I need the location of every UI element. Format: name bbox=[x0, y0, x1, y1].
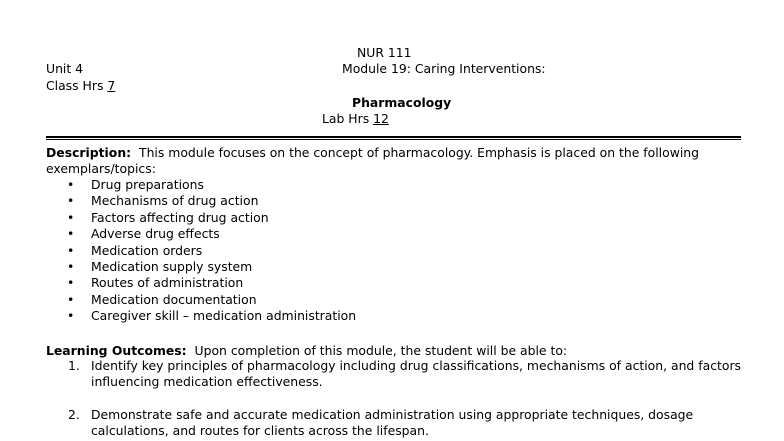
outcome-number: 1. bbox=[68, 358, 80, 373]
topic-text: Routes of administration bbox=[91, 275, 244, 291]
list-item bbox=[46, 243, 356, 259]
unit-label: Unit 4 bbox=[46, 61, 84, 76]
bullet-icon: • bbox=[67, 258, 75, 274]
module-title: Module 19: Caring Interventions: bbox=[342, 61, 546, 76]
list-item bbox=[46, 210, 356, 226]
header-divider bbox=[46, 136, 741, 138]
list-item bbox=[46, 259, 356, 275]
outcome-text: Identify key principles of pharmacology including drug classifications, mechanisms of action, and factors influencing medication effectiveness. bbox=[91, 358, 741, 390]
outcome-number: 2. bbox=[68, 406, 80, 422]
learning-outcomes bbox=[46, 343, 567, 359]
bullet-icon: • bbox=[67, 177, 75, 192]
list-item bbox=[46, 308, 356, 324]
class-hours-label: Class Hrs bbox=[46, 78, 104, 93]
lab-hours bbox=[322, 111, 389, 127]
list-item bbox=[46, 275, 356, 291]
description-label: Description: bbox=[46, 145, 132, 160]
outcome-item bbox=[46, 407, 746, 440]
list-item bbox=[46, 226, 356, 242]
outcomes-list bbox=[46, 358, 746, 440]
class-hours bbox=[46, 78, 115, 94]
bullet-icon: • bbox=[67, 242, 75, 258]
list-item bbox=[46, 193, 356, 209]
list-item bbox=[46, 292, 356, 308]
learning-outcomes-label: Learning Outcomes: bbox=[46, 343, 187, 358]
topic-text: Medication documentation bbox=[91, 291, 257, 307]
outcome-text: Demonstrate safe and accurate medication administration using appropriate techniques, dosage calculations, and routes for clients across the lifespan. bbox=[91, 406, 694, 439]
topic-text: Medication orders bbox=[91, 242, 203, 258]
topic-text: Drug preparations bbox=[91, 177, 204, 192]
topics-list bbox=[46, 177, 356, 325]
bullet-icon: • bbox=[67, 209, 75, 225]
list-item bbox=[46, 177, 356, 193]
bullet-icon: • bbox=[67, 291, 75, 307]
lab-hours-value: 12 bbox=[373, 111, 389, 126]
topic-text: Adverse drug effects bbox=[91, 226, 220, 242]
module-topic: Pharmacology bbox=[352, 95, 452, 110]
header-divider-thin bbox=[46, 139, 741, 140]
bullet-icon: • bbox=[67, 226, 75, 242]
bullet-icon: • bbox=[67, 308, 75, 324]
topic-text: Factors affecting drug action bbox=[91, 209, 269, 225]
bullet-icon: • bbox=[67, 275, 75, 291]
outcome-item bbox=[46, 358, 746, 391]
bullet-icon: • bbox=[67, 193, 75, 209]
topic-text: Caregiver skill – medication administration bbox=[91, 308, 357, 324]
topic-text: Medication supply system bbox=[91, 258, 253, 274]
class-hours-value: 7 bbox=[107, 78, 116, 93]
description bbox=[46, 145, 746, 178]
learning-outcomes-text: Upon completion of this module, the student will be able to: bbox=[194, 343, 568, 358]
lab-hours-label: Lab Hrs bbox=[322, 111, 370, 126]
topic-text: Mechanisms of drug action bbox=[91, 193, 259, 209]
course-code: NUR 111 bbox=[357, 45, 412, 60]
description-text: This module focuses on the concept of pharmacology. Emphasis is placed on the following exemplars/topics: bbox=[46, 145, 699, 177]
